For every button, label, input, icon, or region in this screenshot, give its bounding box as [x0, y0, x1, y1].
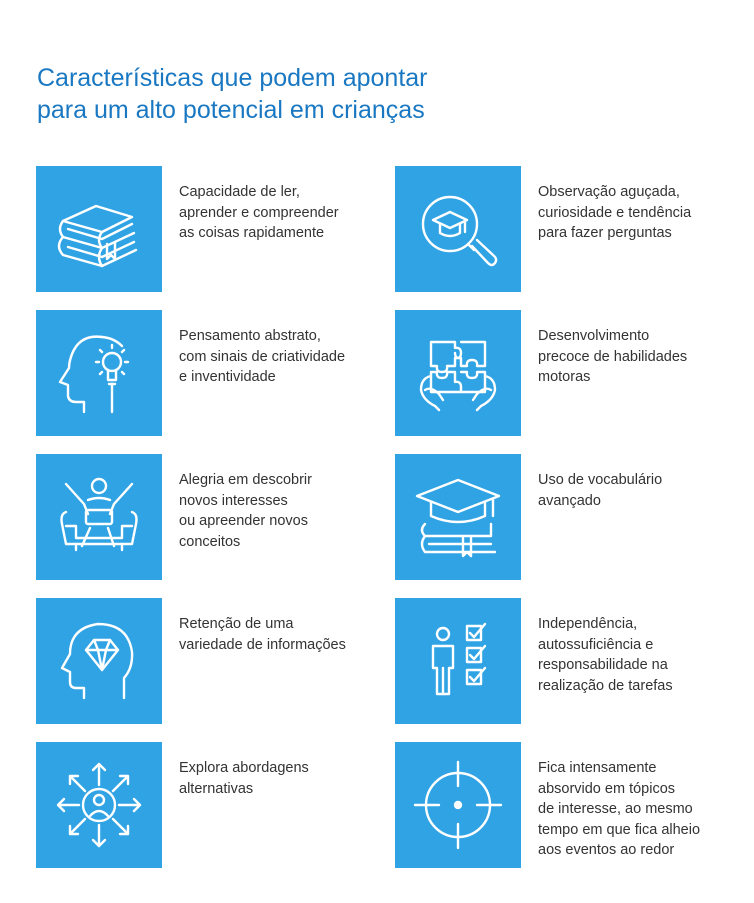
trait-line: absorvido em tópicos — [538, 780, 676, 797]
head-lightbulb-icon — [36, 310, 162, 436]
trait-line: tempo em que fica alheio — [538, 821, 701, 838]
trait-line: alternativas — [179, 780, 254, 797]
trait-line: precoce de habilidades — [538, 348, 688, 365]
trait-line: Retenção de uma — [179, 616, 294, 632]
page-title — [37, 62, 557, 126]
trait-line: Explora abordagens — [179, 760, 309, 776]
trait-text — [179, 470, 379, 552]
trait-text — [538, 614, 738, 696]
magnifier-graduation-cap-icon — [395, 166, 521, 292]
trait-line: autossuficiência e — [538, 636, 654, 653]
trait-text — [538, 758, 738, 861]
trait-card-vocabulary — [395, 454, 725, 580]
trait-line: para fazer perguntas — [538, 225, 672, 241]
books-icon — [36, 166, 162, 292]
trait-line: motoras — [538, 369, 591, 385]
trait-card-focus — [395, 742, 725, 868]
icon-tile — [395, 598, 521, 724]
person-checklist-icon — [395, 598, 521, 724]
trait-line: responsabilidade na — [538, 657, 668, 673]
trait-line: com sinais de criatividade — [179, 348, 346, 365]
trait-line: realização de tarefas — [538, 677, 673, 694]
trait-line: e inventividade — [179, 369, 276, 385]
trait-card-reading — [36, 166, 366, 292]
hands-puzzle-icon — [395, 310, 521, 436]
trait-line: de interesse, ao mesmo — [538, 801, 693, 817]
trait-card-alternatives — [36, 742, 366, 868]
icon-tile — [395, 166, 521, 292]
icon-tile — [395, 742, 521, 868]
trait-text — [179, 326, 379, 388]
trait-card-motor-skills — [395, 310, 725, 436]
trait-line: Desenvolvimento — [538, 328, 650, 344]
trait-text — [179, 758, 379, 799]
trait-text — [538, 326, 738, 388]
person-armchair-laptop-icon — [36, 454, 162, 580]
trait-line: Pensamento abstrato, — [179, 328, 321, 344]
graduation-cap-books-icon — [395, 454, 521, 580]
trait-line: Fica intensamente — [538, 760, 657, 776]
crosshair-target-icon — [395, 742, 521, 868]
trait-line: Capacidade de ler, — [179, 184, 300, 200]
trait-line: Independência, — [538, 616, 638, 632]
trait-line: avançado — [538, 492, 601, 509]
trait-line: aos eventos ao redor — [538, 842, 675, 858]
title-line-1: Características que podem apontar — [37, 64, 428, 92]
trait-line: as coisas rapidamente — [179, 225, 325, 241]
trait-line: Observação aguçada, — [538, 184, 680, 200]
icon-tile — [36, 310, 162, 436]
head-diamond-icon — [36, 598, 162, 724]
person-arrows-icon — [36, 742, 162, 868]
icon-tile — [395, 310, 521, 436]
trait-line: aprender e compreender — [179, 204, 339, 221]
trait-card-retention — [36, 598, 366, 724]
trait-text — [538, 470, 738, 511]
trait-line: novos interesses — [179, 492, 288, 509]
trait-card-observation — [395, 166, 725, 292]
icon-tile — [395, 454, 521, 580]
trait-card-joy-discovering — [36, 454, 366, 580]
icon-tile — [36, 454, 162, 580]
trait-line: conceitos — [179, 533, 241, 550]
trait-card-independence — [395, 598, 725, 724]
trait-card-abstract-thinking — [36, 310, 366, 436]
icon-tile — [36, 166, 162, 292]
trait-text — [538, 182, 738, 244]
trait-line: Uso de vocabulário — [538, 472, 663, 488]
trait-text — [179, 614, 379, 655]
title-line-2: para um alto potencial em crianças — [37, 96, 425, 124]
trait-line: Alegria em descobrir — [179, 472, 312, 488]
trait-line: ou apreender novos — [179, 513, 308, 529]
trait-line: variedade de informações — [179, 636, 346, 653]
trait-line: curiosidade e tendência — [538, 204, 692, 221]
trait-text — [179, 182, 379, 244]
icon-tile — [36, 742, 162, 868]
icon-tile — [36, 598, 162, 724]
